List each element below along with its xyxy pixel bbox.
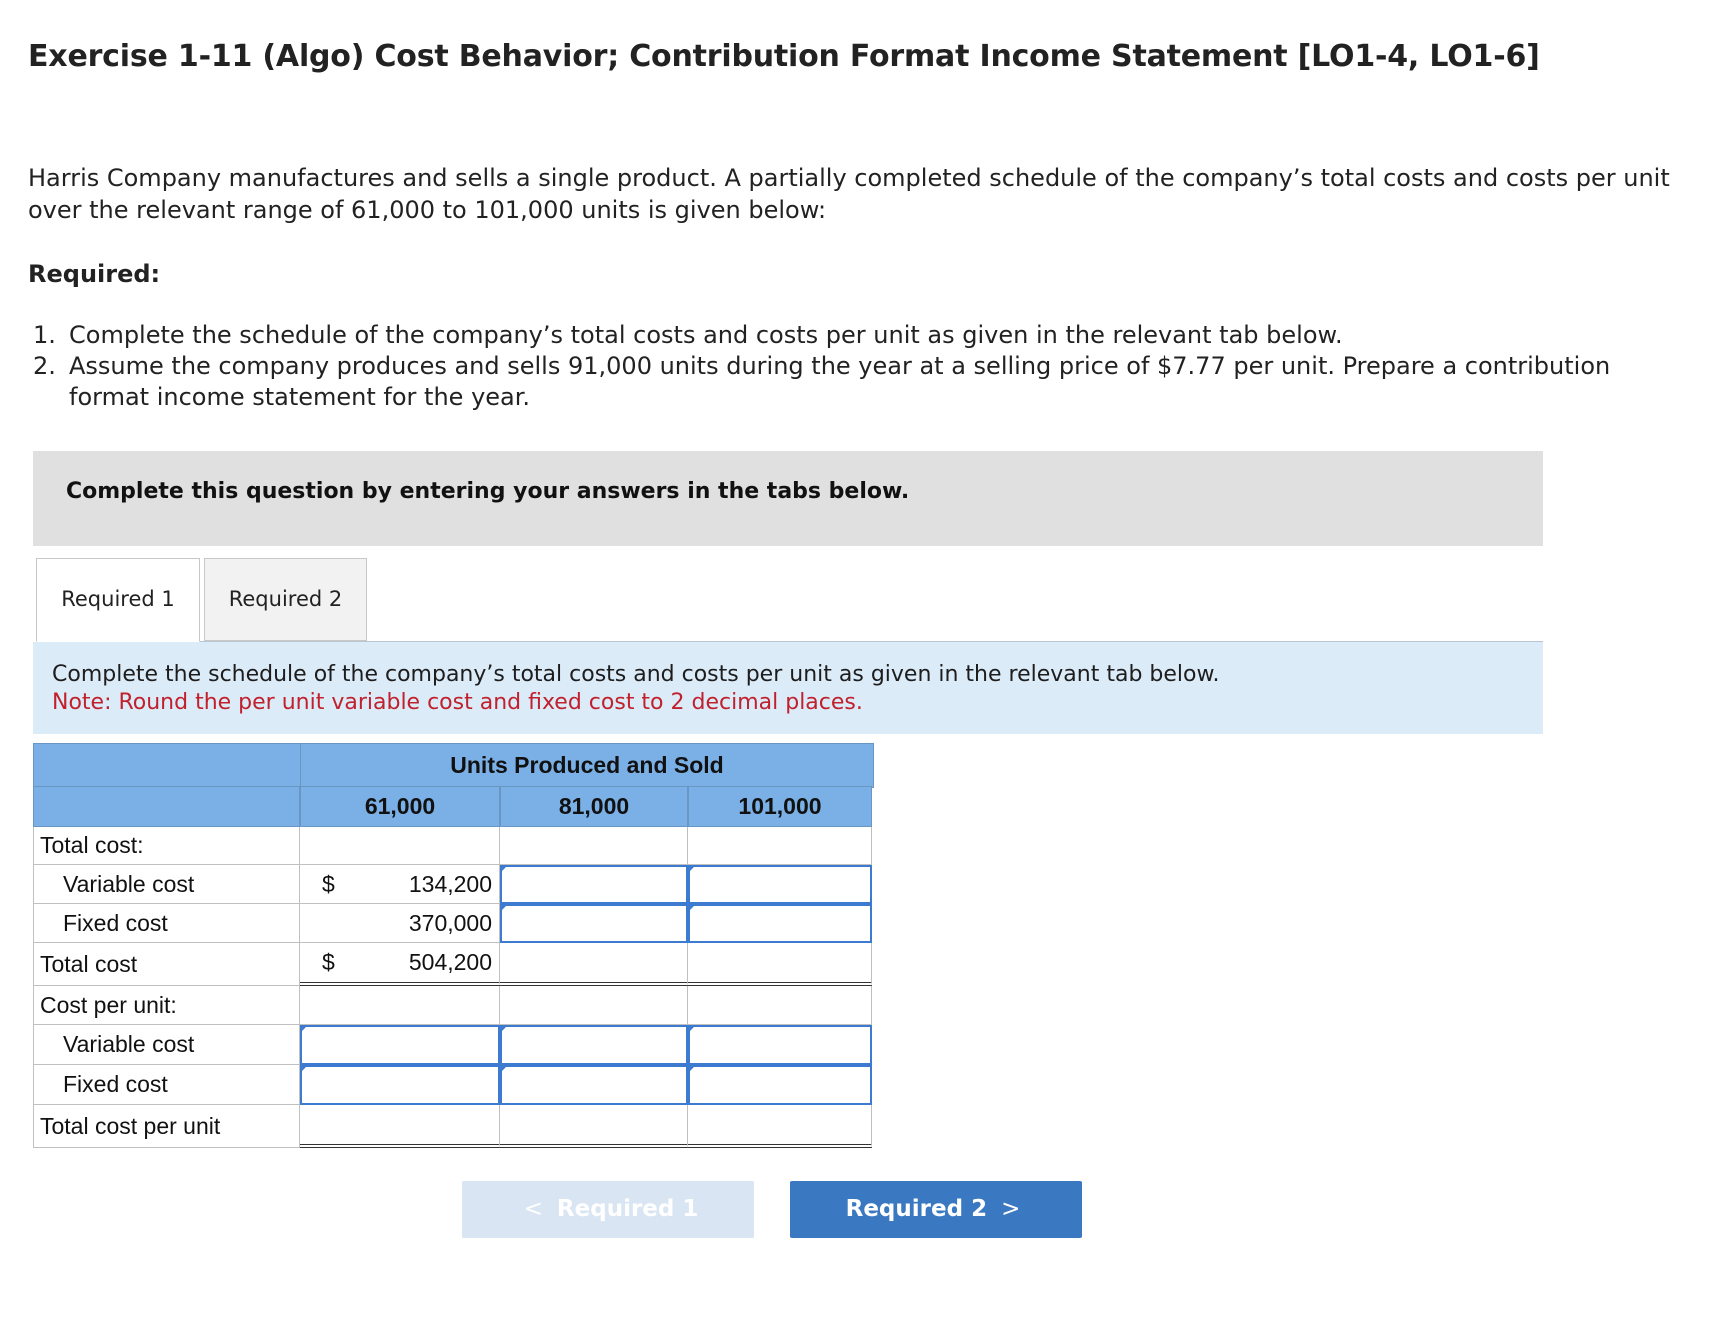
cost-per-unit-heading: Cost per unit: <box>33 986 300 1025</box>
next-required-2-button[interactable] <box>790 1181 1082 1238</box>
total-cost-per-unit-label: Total cost per unit <box>33 1105 300 1148</box>
variable-cost-per-unit-81000-input[interactable] <box>500 1025 688 1065</box>
requirement-number: 2. <box>33 352 56 380</box>
fixed-cost-per-unit-81000-input[interactable] <box>500 1065 688 1105</box>
chevron-right-icon: > <box>1001 1196 1021 1222</box>
requirement-item <box>28 351 1678 413</box>
variable-cost-per-unit-label: Variable cost <box>33 1025 300 1065</box>
total-cost-81000 <box>500 943 688 986</box>
fixed-cost-per-unit-label: Fixed cost <box>33 1065 300 1105</box>
total-cost-per-unit-61000 <box>300 1105 500 1148</box>
table-column-header-row <box>33 786 872 827</box>
header-blank-cell <box>34 744 301 787</box>
variable-cost-per-unit-101000-input[interactable] <box>688 1025 872 1065</box>
blank-cell <box>688 986 872 1025</box>
table-row <box>33 827 872 865</box>
note-instruction-text: Complete the schedule of the company’s total costs and costs per unit as given in the relevant tab below. <box>52 662 1220 687</box>
page-title: Exercise 1-11 (Algo) Cost Behavior; Contribution Format Income Statement [LO1-4, LO1-6] <box>28 39 1540 74</box>
requirement-number: 1. <box>33 321 56 349</box>
rounding-note: Note: Round the per unit variable cost and fixed cost to 2 decimal places. <box>52 690 863 715</box>
requirement-item <box>28 320 1678 351</box>
column-header-81000: 81,000 <box>500 786 688 827</box>
instruction-banner <box>33 451 1543 546</box>
blank-cell <box>300 986 500 1025</box>
table-row <box>33 1105 872 1148</box>
header-blank-cell <box>33 786 300 827</box>
total-cost-61000 <box>300 943 500 986</box>
fixed-cost-61000-value: 370,000 <box>408 909 492 936</box>
fixed-cost-101000-input[interactable] <box>688 904 872 943</box>
next-button-label: Required 2 <box>845 1196 988 1222</box>
table-row <box>33 1025 872 1065</box>
table-row <box>33 1065 872 1105</box>
tab-instruction-note <box>33 642 1543 734</box>
required-heading: Required: <box>28 260 161 288</box>
fixed-cost-per-unit-101000-input[interactable] <box>688 1065 872 1105</box>
fixed-cost-81000-input[interactable] <box>500 904 688 943</box>
table-row <box>33 865 872 904</box>
blank-cell <box>300 827 500 865</box>
tab-bar <box>36 558 1543 642</box>
dollar-sign: $ <box>322 870 335 897</box>
column-header-101000: 101,000 <box>688 786 872 827</box>
table-row <box>33 986 872 1025</box>
variable-cost-101000-input[interactable] <box>688 865 872 904</box>
table-header-row <box>33 743 874 788</box>
units-group-header: Units Produced and Sold <box>450 752 724 778</box>
column-header-61000: 61,000 <box>300 786 500 827</box>
previous-required-1-button[interactable] <box>462 1181 754 1238</box>
requirement-text: Complete the schedule of the company’s total costs and costs per unit as given in the relevant tab below. <box>69 321 1343 349</box>
variable-cost-61000 <box>300 865 500 904</box>
intro-paragraph: Harris Company manufactures and sells a single product. A partially completed schedule of the company’s total costs and costs per unit over the relevant range of 61,000 to 101,000 units is given below: <box>28 164 1670 224</box>
fixed-cost-per-unit-61000-input[interactable] <box>300 1065 500 1105</box>
table-row <box>33 904 872 943</box>
blank-cell <box>500 986 688 1025</box>
previous-button-label: Required 1 <box>556 1196 699 1222</box>
dollar-sign: $ <box>322 949 335 975</box>
table-row <box>33 943 872 986</box>
tab-required-1[interactable]: Required 1 <box>36 558 200 642</box>
total-cost-61000-value: 504,200 <box>408 949 492 975</box>
instruction-text: Complete this question by entering your answers in the tabs below. <box>66 479 910 504</box>
variable-cost-per-unit-61000-input[interactable] <box>300 1025 500 1065</box>
blank-cell <box>688 827 872 865</box>
total-cost-label: Total cost <box>33 943 300 986</box>
tab-required-2[interactable]: Required 2 <box>204 558 367 641</box>
fixed-cost-label: Fixed cost <box>33 904 300 943</box>
blank-cell <box>500 827 688 865</box>
variable-cost-label: Variable cost <box>33 865 300 904</box>
total-cost-101000 <box>688 943 872 986</box>
requirements-list <box>28 320 1678 413</box>
variable-cost-61000-value: 134,200 <box>408 870 492 897</box>
total-cost-heading: Total cost: <box>33 827 300 865</box>
total-cost-per-unit-81000 <box>500 1105 688 1148</box>
requirement-text: Assume the company produces and sells 91,000 units during the year at a selling price of $7.77 per unit. Prepare a contribution format income statement for the year. <box>69 352 1611 411</box>
total-cost-per-unit-101000 <box>688 1105 872 1148</box>
variable-cost-81000-input[interactable] <box>500 865 688 904</box>
chevron-left-icon: < <box>523 1196 543 1222</box>
fixed-cost-61000 <box>300 904 500 943</box>
